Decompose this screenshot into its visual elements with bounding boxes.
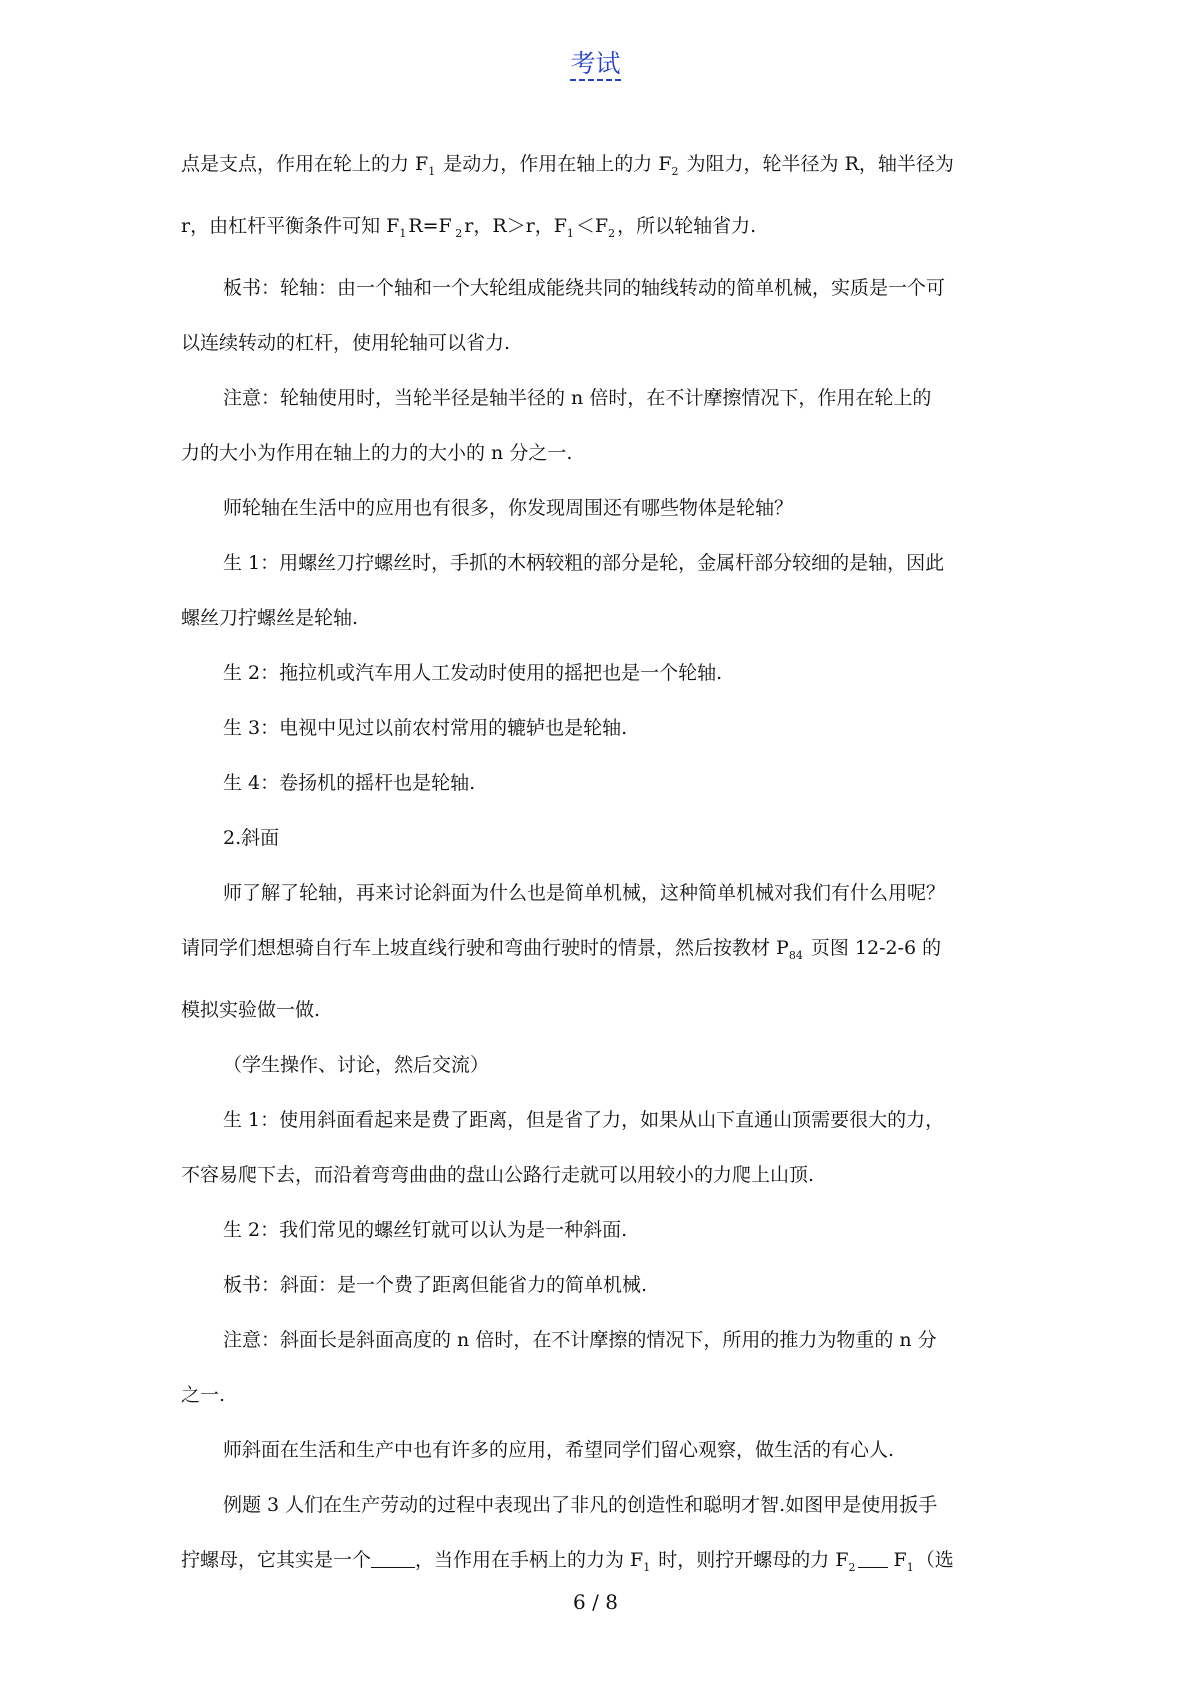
subscript: 1 (566, 227, 574, 240)
subscript: 1 (906, 1561, 914, 1574)
paragraph: （学生操作、讨论，然后交流） (223, 1054, 490, 1076)
subscript: 1 (399, 227, 407, 240)
paragraph (181, 137, 1021, 199)
subscript: 84 (788, 949, 803, 962)
paragraph: 模拟实验做一做. (181, 999, 321, 1021)
paragraph: 生 1：使用斜面看起来是费了距离，但是省了力，如果从山下直通山顶需要很大的力， (223, 1109, 945, 1131)
paragraph: 螺丝刀拧螺丝是轮轴. (181, 607, 359, 629)
text-run: 时，则拧开螺母的力 F (652, 1549, 849, 1571)
page-header (0, 44, 1191, 80)
paragraph: 不容易爬下去，而沿着弯弯曲曲的盘山公路行走就可以用较小的力爬上山顶. (181, 1164, 815, 1186)
paragraph (181, 921, 1021, 983)
answer-blank (858, 1549, 888, 1568)
paragraph: 板书：轮轴：由一个轴和一个大轮组成能绕共同的轴线转动的简单机械，实质是一个可 (223, 277, 946, 299)
text-run: 页图 12-2-6 的 (804, 937, 942, 959)
subscript: 2 (608, 227, 616, 240)
paragraph: 师轮轴在生活中的应用也有很多，你发现周围还有哪些物体是轮轴？ (223, 497, 794, 519)
section-heading: 2.斜面 (223, 827, 280, 849)
paragraph: 生 1：用螺丝刀拧螺丝时，手抓的木柄较粗的部分是轮，金属杆部分较细的是轴，因此 (223, 552, 945, 574)
text-run: 是动力，作用在轴上的力 F (437, 153, 672, 175)
paragraph: 例题 3 人们在生产劳动的过程中表现出了非凡的创造性和聪明才智.如图甲是使用扳手 (223, 1494, 938, 1516)
paragraph: 以连续转动的杠杆，使用轮轴可以省力. (181, 332, 511, 354)
paragraph: 之一. (181, 1384, 226, 1406)
paragraph: 生 3：电视中见过以前农村常用的辘轳也是轮轴. (223, 717, 628, 739)
paragraph: 生 4：卷扬机的摇杆也是轮轴. (223, 772, 476, 794)
paragraph: 生 2：拖拉机或汽车用人工发动时使用的摇把也是一个轮轴. (223, 662, 723, 684)
subscript: 2 (671, 165, 679, 178)
page-number: 6 / 8 (573, 1590, 618, 1614)
paragraph: 师斜面在生活和生产中也有许多的应用，希望同学们留心观察，做生活的有心人. (223, 1439, 895, 1461)
text-run: 为阻力，轮半径为 R，轴半径为 (680, 153, 954, 175)
text-run: （选 (915, 1549, 954, 1571)
text-run: R=F (408, 215, 452, 237)
text-run: r，R＞r，F (464, 215, 567, 237)
paragraph (181, 1533, 1021, 1595)
subscript: 1 (643, 1561, 651, 1574)
text-run: ＜F (575, 215, 609, 237)
text-run: ，当作用在手柄上的力为 F (415, 1549, 644, 1571)
text-run: r，由杠杆平衡条件可知 F (181, 215, 400, 237)
paragraph: 板书：斜面：是一个费了距离但能省力的简单机械. (223, 1274, 648, 1296)
answer-blank (371, 1549, 415, 1568)
header-link[interactable]: 考试 (570, 49, 620, 81)
paragraph: 注意：轮轴使用时，当轮半径是轴半径的 n 倍时，在不计摩擦情况下，作用在轮上的 (223, 387, 932, 409)
text-run: 点是支点，作用在轮上的力 F (181, 153, 429, 175)
text-run: 请同学们想想骑自行车上坡直线行驶和弯曲行驶时的情景，然后按教材 P (181, 937, 789, 959)
document-body (181, 137, 1021, 1595)
subscript: 2 (848, 1561, 856, 1574)
text-run: 拧螺母，它其实是一个 (181, 1549, 372, 1571)
subscript: 1 (428, 165, 436, 178)
paragraph: 生 2：我们常见的螺丝钉就可以认为是一种斜面. (223, 1219, 628, 1241)
subscript: 2 (451, 227, 463, 240)
paragraph (181, 199, 1021, 261)
paragraph: 注意：斜面长是斜面高度的 n 倍时，在不计摩擦的情况下，所用的推力为物重的 n 分 (223, 1329, 937, 1351)
paragraph: 力的大小为作用在轴上的力的大小的 n 分之一. (181, 442, 573, 464)
text-run: ，所以轮轴省力. (617, 215, 757, 237)
text-run: F (887, 1549, 907, 1571)
paragraph: 师了解了轮轴，再来讨论斜面为什么也是简单机械，这种简单机械对我们有什么用呢？ (223, 882, 946, 904)
